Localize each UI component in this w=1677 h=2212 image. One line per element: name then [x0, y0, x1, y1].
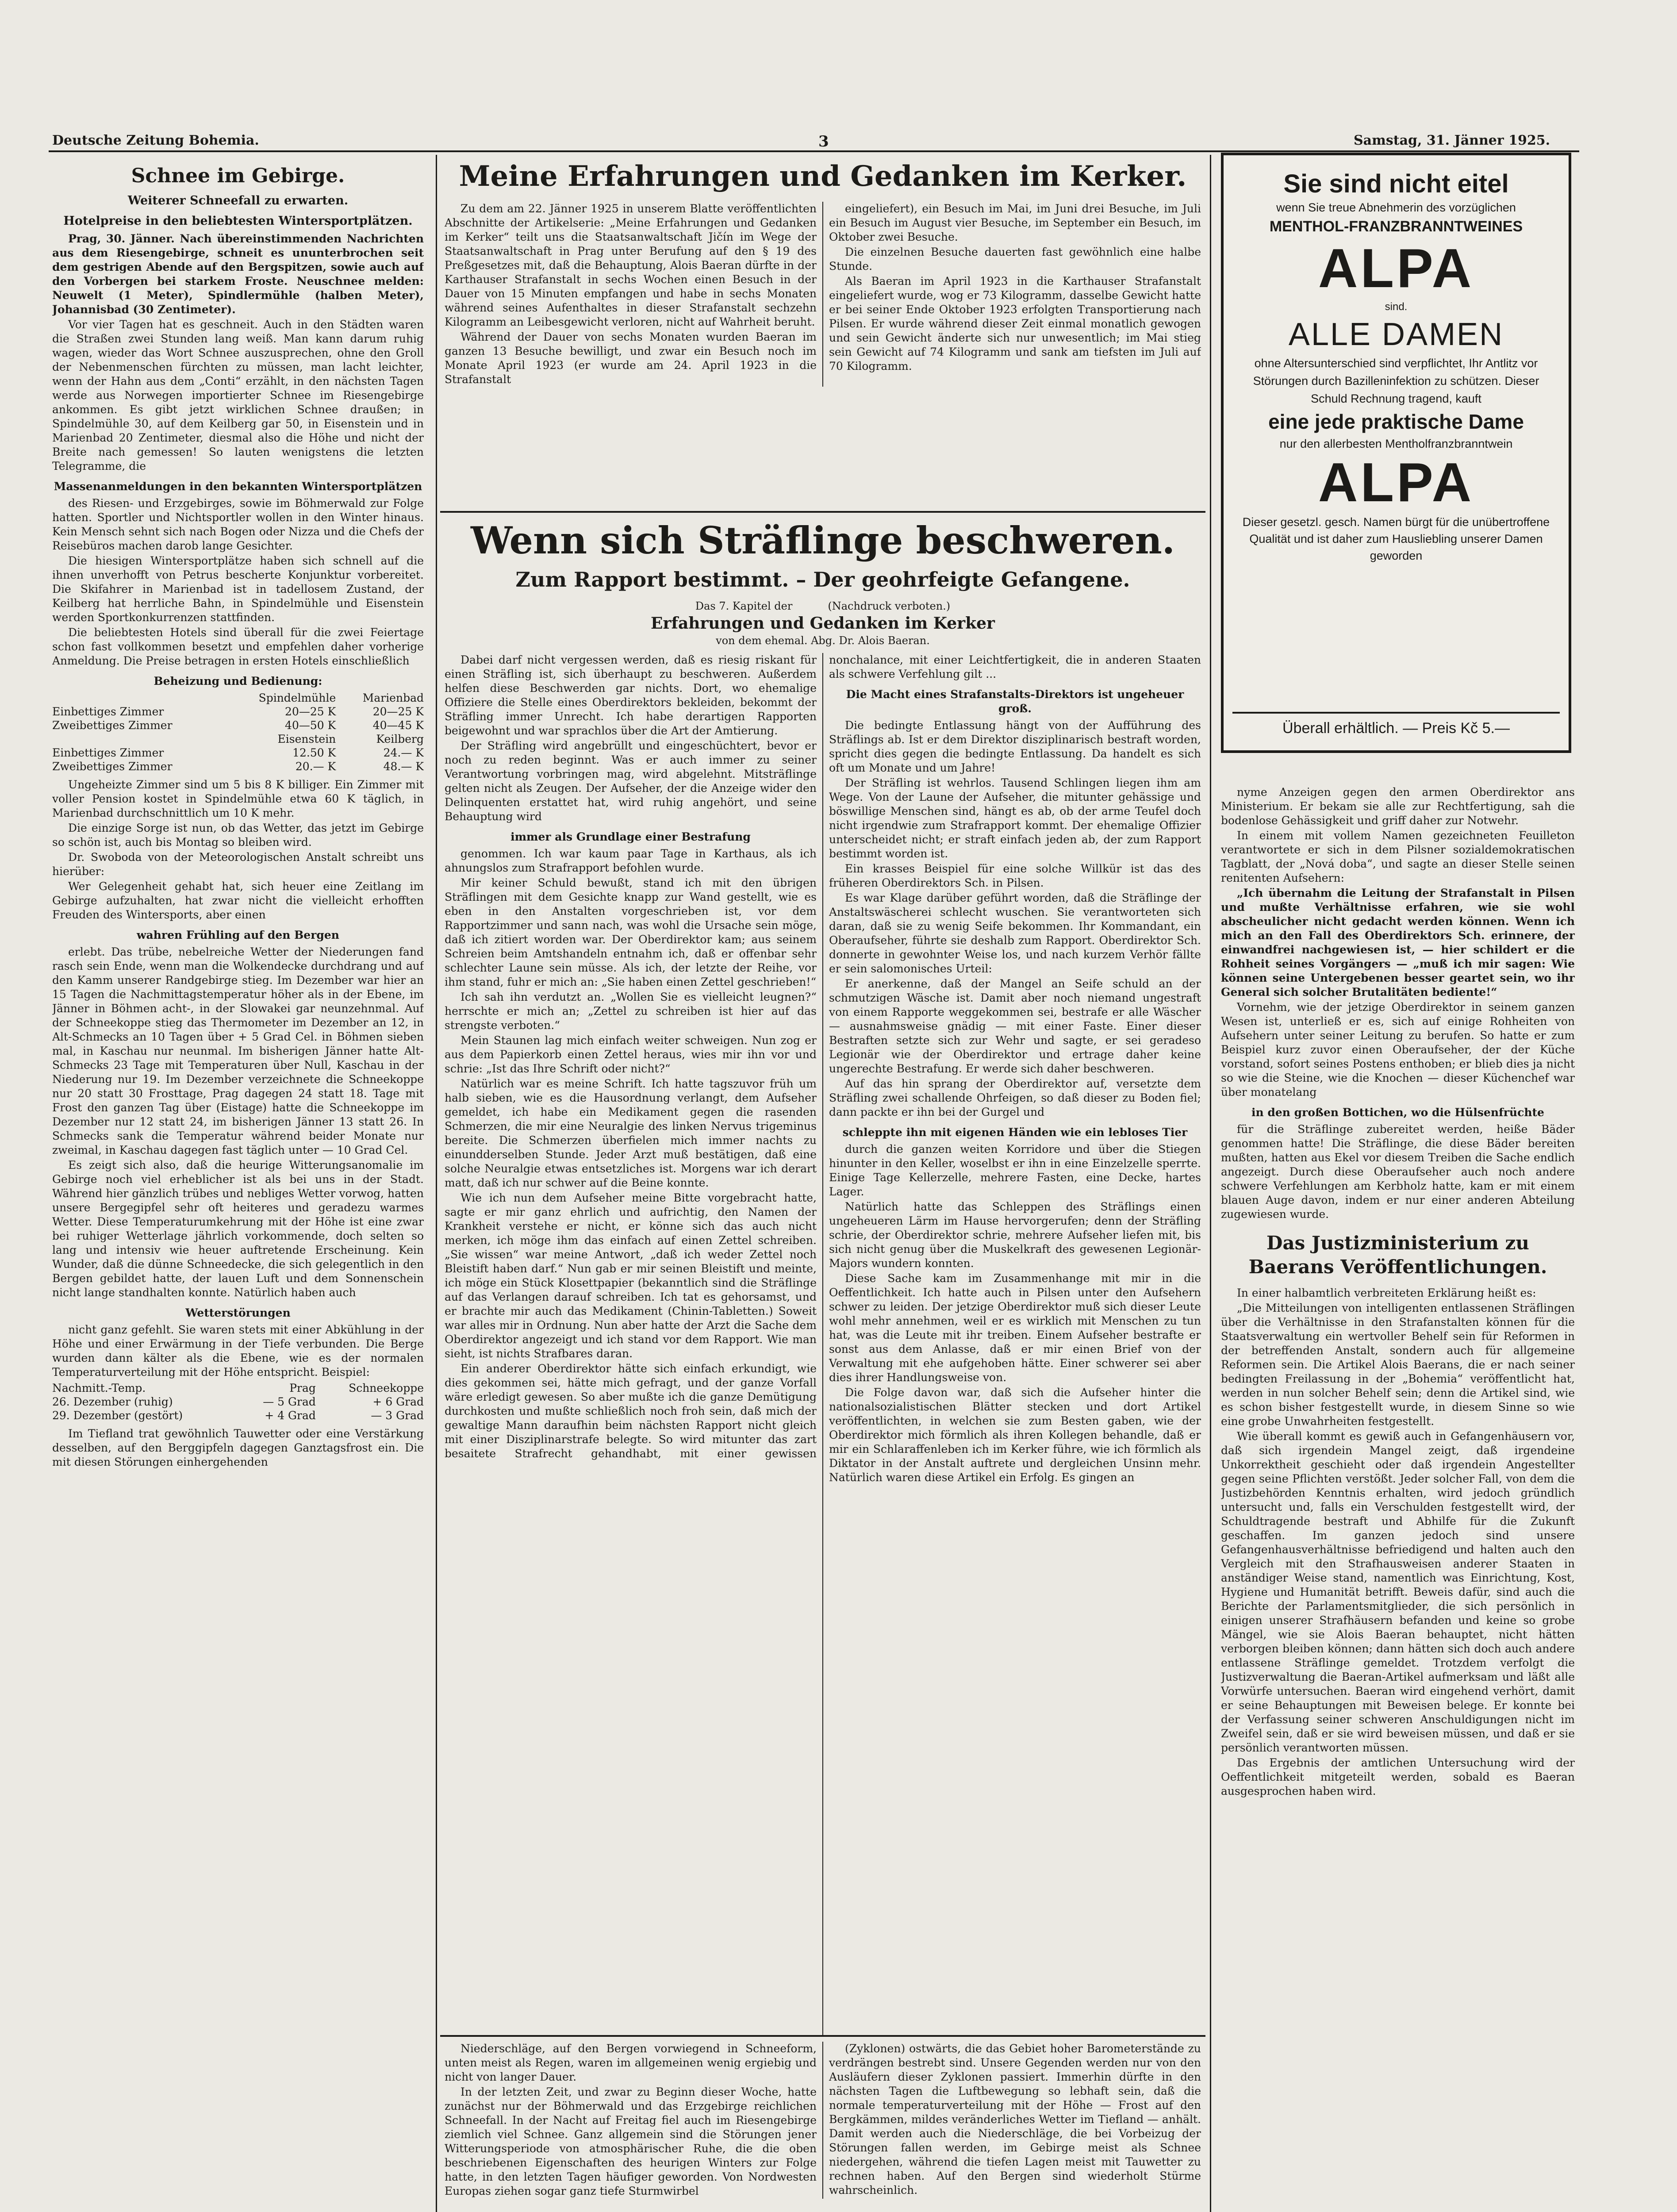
paragraph: Mein Staunen lag mich einfach weiter schweigen. Nun zog er aus dem Papierkorb einen Zettel heraus, wies mir ihn vor und schrie: „Ist das Ihre Schrift oder nicht?“: [445, 1034, 817, 1075]
table-row: Einbettiges Zimmer 20—25 K 20—25 K: [52, 705, 424, 718]
column-1-article: [52, 159, 424, 2212]
paragraph: Dabei darf nicht vergessen werden, daß es riesig riskant für einen Sträfling ist, sich überhaupt zu beschweren. Außerdem helfen diese Beschwerden gar nichts. Dort, wo ehemalige Offiziere die Stelle eines Oberdirektors bekleiden, bekommt der Sträfling immer Unrecht. Ich habe derartigen Rapporten beigewohnt und war sprachlos über die Art der Amtierung.: [445, 653, 817, 737]
alpa-advertisement: [1221, 153, 1571, 753]
paragraph: Das Ergebnis der amtlichen Untersuchung wird der Oeffentlichkeit mitgeteilt werden, sobald es Baeran ausgesprochen haben wird.: [1221, 1756, 1575, 1797]
paragraph: Natürlich hatte das Schleppen des Sträflings einen ungeheueren Lärm im Hause hervorgerufen; denn der Sträfling schrie, der Oberdirektor schrie, mehrere Aufseher liefen mit, bis sich nicht genug über die Muskelkraft des gewesenen Legionär-Majors wundern konnten.: [829, 1200, 1201, 1270]
issue-date: Samstag, 31. Jänner 1925.: [1354, 133, 1550, 148]
paragraph: Ein anderer Oberdirektor hätte sich einfach erkundigt, wie dies gekommen sei, hätte mich gefragt, und der ganze Vorfall wäre erledigt gewesen. So aber mußte ich die ganze Demütigung durchkosten und mußte schließlich noch froh sein, daß mich der gewaltige Mann daraufhin beim nächsten Rapport nicht gleich mit einer Disziplinarstrafe belegte. So wird mitunter das zart besaitete Strafrecht gehandhabt, mit einer gewissen nonchalance, mit einer Leichtfertigkeit, die in anderen Staaten als schwere Verfehlung gilt ...: [445, 653, 1201, 1460]
paragraph: Als Baeran im April 1923 in die Karthauser Strafanstalt eingeliefert wurde, wog er 73 Kilogramm, dasselbe Gewicht hatte er bei seiner Ende Oktober 1923 erfolgten Transportierung nach Pilsen. Er wurde während dieser Zeit einmal monatlich gewogen und sein Gewicht änderte sich nur unwesentlich; im Mai stieg sein Gewicht auf 74 Kilogramm und sank am tiefsten im Juli auf 70 Kilogramm.: [829, 275, 1201, 373]
paragraph: Die bedingte Entlassung hängt von der Aufführung des Sträflings ab. Ist er dem Direktor disziplinarisch bestraft worden, spricht dies gegen die bedingte Entlassung. Da handelt es sich oft um Monate und um Jahre!: [829, 719, 1201, 774]
paragraph: In der letzten Zeit, und zwar zu Beginn dieser Woche, hatte zunächst nur der Böhmerwald und das Erzgebirge reichlichen Schneefall. In der Nacht auf Freitag fiel auch im Riesengebirge ziemlich viel Schnee. Ganz allgemein sind die Störungen jener Witterungsperiode von atmosphärischer Ruhe, die die oben beschriebenen Eigenschaften des heurigen Winters zur Folge hatte, in den letzten Tagen häufiger geworden. Von Nordwesten Europas ziehen sogar ganz tiefe Sturmwirbel: [445, 2085, 817, 2197]
ad-text: wenn Sie treue Abnehmerin des vorzüglichen: [1276, 201, 1516, 214]
ad-brand: ALPA: [1318, 452, 1474, 513]
paragraph: Wer Gelegenheit gehabt hat, sich heuer eine Zeitlang im Gebirge aufzuhalten, hat zwar nicht die vielleicht erhofften Freuden des Wintersports, aber einen: [52, 880, 424, 921]
section-heading: Wetterstörungen: [185, 1306, 291, 1319]
temperature-table: Nachmitt.-Temp. Prag Schneekoppe 26. Dezember (ruhig) — 5 Grad + 6 Grad 29. Dezember (gestört) + 4 Grad — 3 Grad: [52, 1382, 424, 1422]
paragraph: Er anerkenne, daß der Mangel an Seife schuld an der schmutzigen Wäsche ist. Damit aber noch niemand ungestraft von einem Rapporte weggekommen sei, bestrafe er alle Wäscher — ausnahmsweise gnädig — mit einer Faste. Einer dieser Bestraften setzte sich zur Wehr und sagte, er sei geradeso Legionär wie der Oberdirektor und ertrage daher keine ungerechte Bestrafung. Er werde sich daher beschweren.: [829, 977, 1201, 1075]
paragraph: Dr. Swoboda von der Meteorologischen Anstalt schreibt uns hierüber:: [52, 851, 424, 878]
table-header: Spindelmühle: [258, 691, 336, 704]
hotel-price-table: [52, 691, 424, 773]
article-title: Wenn sich Sträflinge beschweren.: [470, 518, 1175, 562]
paragraph: Die einzelnen Besuche dauerten fast gewöhnlich eine halbe Stunde.: [829, 246, 1201, 273]
straeflinge-article: [445, 518, 1201, 2035]
table-row: Einbettiges Zimmer 12.50 K 24.— K: [52, 746, 424, 759]
ad-text: ALLE DAMEN: [1288, 317, 1504, 352]
paragraph: In einer halbamtlich verbreiteten Erklärung heißt es:: [1237, 1286, 1536, 1299]
paragraph: „Die Mitteilungen von intelligenten entlassenen Sträflingen über die Verhältnisse in den Strafanstalten können für die Staatsverwaltung ein wertvoller Behelf sein für Reformen in der betreffenden Anstalt, sondern auch für allgemeine Reformen sein. Die Artikel Alois Baerans, die er nach seiner bedingten Freilassung in der „Bohemia“ veröffentlicht hat, werden in nun solcher Behelf sein; denn die Artikel sind, wie es schon bisher festgestellt wurde, in diesem Sinne so wie eine grobe Unwahrheiten festgestellt.: [1221, 1302, 1575, 1428]
article-subtitle: Zum Rapport bestimmt. – Der geohrfeigte Gefangene.: [515, 568, 1130, 591]
paragraph: Der Sträfling wird angebrüllt und eingeschüchtert, bevor er noch zu reden beginnt. Was er auch immer zu seiner Verantwortung vorbringen mag, wird abgelehnt. Mitsträflinge gelten nicht als Zeugen. Der Aufseher, der die Anzeige wider den Delinquenten erstattet hat, wird ruhig angehört, und seine Behauptung wird: [445, 739, 817, 823]
header-rule: [49, 150, 1579, 152]
paragraph: Die einzige Sorge ist nun, ob das Wetter, das jetzt im Gebirge so schön ist, auch bis Montag so bleiben wird.: [52, 822, 424, 849]
article-title: Meine Erfahrungen und Gedanken im Kerker.: [459, 160, 1187, 193]
paragraph: Ich sah ihn verdutzt an. „Wollen Sie es vielleicht leugnen?“ herrschte er mich an; „Zettel zu schreiben ist hier auf das strengste verboten.“: [445, 991, 817, 1032]
kerker-notice: [445, 159, 1201, 509]
paragraph: Zu dem am 22. Jänner 1925 in unserem Blatte veröffentlichten Abschnitte der Artikelserie: „Meine Erfahrungen und Gedanken im Kerker“ teilt uns die Staatsanwaltschaft Jičín im Wege der Staatsanwaltschaft in Prag unter Berufung auf den § 19 des Preßgesetzes mit, daß die Behauptung, Alois Baeran dürfte in der Karthauser Strafanstalt in sechs Wochen einen Besuch in der Dauer von 15 Minuten empfangen und habe in sechs Monaten während seines Aufenthaltes in dieser Strafanstalt sechzehn Kilogramm an Leibesgewicht verloren, nicht auf Wahrheit beruht.: [445, 202, 817, 328]
article-title: Das Justizministerium zu Baerans Veröffentlichungen.: [1248, 1232, 1547, 1278]
weather-continuation: [445, 2042, 1201, 2212]
paragraph: Wie ich nun dem Aufseher meine Bitte vorgebracht hatte, sagte er mir ganz ehrlich und aufrichtig, den Namen der Krankheit verstehe er nicht, er könne sich das auch nicht merken, ich möge ihm das einfach auf einen Zettel schreiben. „Sie wissen“ war meine Antwort, „daß ich weder Zettel noch Bleistift haben darf.“ Nun gab er mir seinen Bleistift und meinte, ich möge ein Stück Klosettpapier (bekanntlich sind die Sträflinge auf das Verlangen darauf schreiben. Ich tat es gehorsamst, und er brachte mir auch das Medikament (Chinin-Tabletten.) Soweit war alles mir in Ordnung. Nun aber hatte der Arzt die Sache dem Oberdirektor angezeigt und ich stand vor dem Rapport. Wie man sieht, ist nichts Strafbares daran.: [445, 1191, 817, 1360]
paragraph: Die hiesigen Wintersportplätze haben sich schnell auf die ihnen unverhofft von Petrus bescherte Konjunktur vorbereitet. Die Skifahrer in Marienbad ist in tadellosem Zustand, der Keilberg hat herrliche Bahn, in Spindelmühle und Eisenstein werden Sportkonkurrenzen stattfinden.: [52, 554, 424, 624]
section-heading: in den großen Bottichen, wo die Hülsenfrüchte: [1251, 1106, 1544, 1119]
paragraph: Niederschläge, auf den Bergen vorwiegend in Schneeform, unten meist als Regen, waren im allgemeinen wenig ergiebig und nicht von langer Dauer.: [445, 2042, 817, 2083]
paragraph: „Ich übernahm die Leitung der Strafanstalt in Pilsen und mußte Verhältnisse erfahren, wie sie wohl abscheulicher nicht gedacht werden können. Wenn ich mich an den Fall des Oberdirektors Sch. erinnere, der einwandfrei nachgewiesen ist, — hier schildert er die Rohheit seines Vorgängers — „muß ich mir sagen: Wie können seine Untergebenen besser geartet sein, wo ihr General sich solcher Brutalitäten bediente!“: [1221, 887, 1575, 998]
paragraph: Ein krasses Beispiel für eine solche Willkür ist das des früheren Oberdirektors Sch. in Pilsen.: [829, 862, 1201, 889]
section-heading: immer als Grundlage einer Bestrafung: [510, 830, 751, 843]
paragraph: erlebt. Das trübe, nebelreiche Wetter der Niederungen fand rasch sein Ende, wenn man die Wolkendecke durchdrang und auf den Kamm unserer Randgebirge stieg. Im Dezember war hier an 15 Tagen die Nachmittagstemperatur höher als in der Ebene, im Jänner in Böhmen acht-, in der Slowakei gar neunzehnmal. Auf der Schneekoppe stieg das Thermometer im Dezember an 12, in Alt-Schmecks an 10 Tagen über + 5 Grad Cel. in Böhmen sieben mal, in Kaschau nur neunmal. Im bisherigen Jänner hatte Alt-Schmecks 23 Tage mit Temperaturen über Null, Kaschau in der Niederung nur 19. Im Dezember verzeichnete die Schneekoppe nur 20 statt 30 Frosttage, Prag dagegen 24 statt 18. Tage mit Frost den ganzen Tag über (Eistage) hatte die Schneekoppe im Dezember nur 12 statt 24, im bisherigen Jänner 13 statt 26. In Schmecks sank die Temperatur während beider Monate nur zweimal, in Kaschau dagegen fast täglich unter — 10 Grad Cel.: [52, 945, 424, 1156]
ad-text: sind.: [1385, 301, 1408, 313]
section-rule: [440, 2035, 1205, 2037]
table-row: 29. Dezember (gestört) + 4 Grad — 3 Grad: [52, 1409, 424, 1422]
column-rule: [436, 155, 437, 2212]
paragraph: Auf das hin sprang der Oberdirektor auf, versetzte dem Sträfling zwei schallende Ohrfeigen, so daß dieser zu Boden fiel; dann packte er ihn bei der Gurgel und: [829, 1077, 1201, 1118]
article-title: Schnee im Gebirge.: [131, 165, 345, 187]
paragraph: Vor vier Tagen hat es geschneit. Auch in den Städten waren die Straßen zwei Stunden lang weiß. Man kann darum ruhig wagen, wieder das Wort Schnee auszusprechen, ohne den Groll der Nebenmenschen fürchten zu müssen, man lacht leichter, wenn der Hahn aus dem „Conti“ erzählt, in den nächsten Tagen werde aus Norwegen importierter Schnee im Riesengebirge ankommen. Es gibt jetzt wirklichen Schnee draußen; in Spindelmühle 30, auf dem Keilberg gar 50, in Eisenstein und in Marienbad 20 Zentimeter, diesmal also die Höhe und nicht der Breite nach gemessen! So lauten wenigstens die letzten Telegramme, die: [52, 318, 424, 472]
paragraph: genommen. Ich war kaum paar Tage in Karthaus, als ich ahnungslos zum Strafrapport befohlen wurde.: [445, 847, 817, 874]
paragraph: durch die ganzen weiten Korridore und über die Stiegen hinunter in den Keller, woselbst er ihn in eine Einzelzelle sperrte. Einige Tage Kellerzelle, mehrere Fasten, eine Decke, hartes Lager.: [829, 1143, 1201, 1198]
paragraph: Diese Sache kam im Zusammenhange mit mir in die Oeffentlichkeit. Ich hatte auch in Pilsen unter den Aufsehern schwer zu leiden. Der jetzige Oberdirektor muß sich dieser Leute wohl mehr annehmen, weil er es wirklich mit Menschen zu tun hat, was die Leute mit ihr treiben. Einem Aufseher bestrafte er sonst aus dem Anlasse, daß er mir einen Brief von der Verwaltung mit ehe aufgehoben hätte. Einer schwerer sei aber dies ihrer Handlungsweise von.: [829, 1272, 1201, 1384]
table-row: 26. Dezember (ruhig) — 5 Grad + 6 Grad: [52, 1395, 424, 1408]
ad-headline: Sie sind nicht eitel: [1283, 169, 1509, 198]
ad-brand: ALPA: [1318, 238, 1474, 299]
paragraph: Während der Dauer von sechs Monaten wurden Baeran im ganzen 13 Besuche bewilligt, und zwar ein Besuch noch im Monate April 1923 (er wurde am 24. April 1923 in die Strafanstalt: [445, 330, 817, 386]
ad-price: Überall erhältlich. — Preis Kč 5.—: [1232, 712, 1560, 737]
article-lead: Prag, 30. Jänner. Nach übereinstimmenden Nachrichten aus dem Riesengebirge, schneit es ununterbrochen seit dem gestrigen Abende auf den Bergspitzen, sowie auch auf den Vorbergen bei starkem Froste. Neuschnee melden: Neuwelt (1 Meter), Spindlermühle (halben Meter), Johannisbad (30 Zentimeter).: [52, 232, 424, 316]
page-number: 3: [818, 133, 829, 150]
section-heading: Beheizung und Bedienung:: [154, 675, 322, 687]
paragraph: Natürlich war es meine Schrift. Ich hatte tagszuvor früh um halb sieben, wie es die Hausordnung verlangt, dem Aufseher gemeldet, ich habe ein Medikament gegen die rasenden Schmerzen, die mir eine Neuralgie des linken Nervus trigeminus bereite. Die Schmerzen überfielen mich immer nachts zu einundderselben Stunde. Jeder Arzt muß bestätigen, daß eine solche Neuralgie etwas entsetzliches ist. Morgens war ich derart matt, daß ich nur schwer auf die Beine konnte.: [445, 1077, 817, 1189]
paragraph: Die beliebtesten Hotels sind überall für die zwei Feiertage schon fast vollkommen besetzt und empfehlen daher vorherige Anmeldung. Die Preise betragen in ersten Hotels einschließlich: [52, 626, 424, 667]
paragraph: Der Sträfling ist wehrlos. Tausend Schlingen liegen ihm am Wege. Von der Laune der Aufseher, die mitunter gehässige und böswillige Menschen sind, hängt es ab, ob der arme Teufel doch nicht irgendwie zum Strafrapport kommt. Der ehemalige Offizier unterscheidet nicht; er straft einfach jeden ab, der zum Rapport bestimmt worden ist.: [829, 776, 1201, 860]
ad-text: ohne Altersunterschied sind verpflichtet, Ihr Antlitz vor Störungen durch Bazilleninfektion zu schützen. Dieser Schuld Rechnung tragend, kauft: [1253, 357, 1539, 405]
paragraph: Vornehm, wie der jetzige Oberdirektor in seinem ganzen Wesen ist, unterließ er es, sich auf einige Rohheiten von Aufsehern unter seiner Leitung zu berufen. So hatte er zum Beispiel kurz zuvor einen Oberaufseher, der der Küche vorstand, sofort seines Postens enthoben; er blieb dies ja nicht so wie die Steine, wie die Knochen — dieser Küchenchef war über monatelang: [1221, 1001, 1575, 1098]
ad-text: nur den allerbesten Mentholfranzbranntwein: [1279, 437, 1513, 450]
paragraph: nicht ganz gefehlt. Sie waren stets mit einer Abkühlung in der Höhe und einer Erwärmung in der Tiefe verbunden. Die Berge wurden dann kälter als die Ebene, wie es der normalen Temperaturverteilung mit der Höhe entspricht. Beispiel:: [52, 1323, 424, 1379]
table-header: Marienbad: [362, 691, 424, 704]
paragraph: Wie überall kommt es gewiß auch in Gefangenhäusern vor, daß sich irgendein Mangel zeigt, daß irgendeine Unkorrektheit geschieht oder daß irgendein Angestellter gegen seine Pflichten verstößt. Jeder solcher Fall, von dem die Justizbehörden Kenntnis erhalten, wird jedoch gründlich untersucht und, falls ein Verschulden festgestellt wird, der Schuldtragende bestraft und Abhilfe für die Zukunft geschaffen. Im ganzen jedoch sind unsere Gefangenhausverhältnisse befriedigend und halten auch den Vergleich mit den Strafhausweisen anderer Staaten in anständiger Weise stand, namentlich was Einrichtung, Kost, Hygiene und Humanität betrifft. Beweis dafür, sind auch die Berichte der Parlamentsmitglieder, die sich persönlich in einigen unserer Strafhäusern befanden und keine so grobe Mängel, wie sie Alois Baeran behauptet, nicht hätten verborgen bleiben können; dann hätten sich doch auch andere entlassene Sträflinge gemeldet. Trotzdem verfolgt die Justizverwaltung die Baeran-Artikel aufmerksam und läßt alle Vorwürfe untersuchen. Baeran wird eingehend verhört, damit er seine Behauptungen mit Beweisen belege. Er konnte bei der Verfassung seiner schweren Anschuldigungen nicht im Zweifel sein, daß er sie wird beweisen müssen, und daß er sie persönlich verantworten müssen.: [1221, 1430, 1575, 1754]
series-title: Erfahrungen und Gedanken im Kerker: [651, 614, 995, 633]
section-heading: Massenanmeldungen in den bekannten Wintersportplätzen: [54, 480, 422, 493]
paragraph: für die Sträflinge zubereitet werden, heiße Bäder genommen hatte! Die Sträflinge, die diese Bäder bereiten mußten, hatten aus Ekel vor diesem Treiben die Sache endlich angezeigt. Durch diese Oberaufseher auch noch andere schwere Verfehlungen am Kerbholz hatte, kam er mit einem blauen Auge davon, indem er nur einer anderen Abteilung zugewiesen wurde.: [1221, 1123, 1575, 1221]
paragraph: Ungeheizte Zimmer sind um 5 bis 8 K billiger. Ein Zimmer mit voller Pension kostet in Spindelmühle etwa 60 K täglich, in Marienbad durchschnittlich um 10 K mehr.: [52, 778, 424, 819]
article-author: von dem ehemal. Abg. Dr. Alois Baeran.: [716, 634, 930, 647]
ad-text: Dieser gesetzl. gesch. Namen bürgt für die unübertroffene Qualität und ist daher zum Hausliebling unserer Damen geworden: [1242, 515, 1550, 562]
paragraph: In einem mit vollem Namen gezeichneten Feuilleton verantwortete er sich in dem Pilsner sozialdemokratischen Tagblatt, der „Nová doba“, und sagte an dieser Stelle seinen renitenten Aufsehern:: [1221, 829, 1575, 884]
column-rule: [1210, 155, 1211, 2212]
newspaper-name: Deutsche Zeitung Bohemia.: [52, 133, 259, 148]
paragraph: (Zyklonen) ostwärts, die das Gebiet hoher Barometerstände zu verdrängen bestrebt sind. Unsere Gegenden werden nur von den Ausläufern dieser Zyklonen passiert. Immerhin dürfte in den nächsten Tagen die Luftbewegung so lebhaft sein, daß die normale temperaturverteilung mit der Höhe — Frost auf den Bergkämmen, mildes veränderliches Wetter im Tiefland — anhält. Damit werden auch die Niederschläge, die bei Vorbeizug der Störungen fallen werden, im Gebirge meist als Schnee niedergehen, während die tiefen Lagen meist mit Tauwetter zu rechnen haben. Auf den Bergen sind wiederholt Stürme wahrscheinlich.: [829, 2042, 1201, 2197]
article-subtitle: Weiterer Schneefall zu erwarten.: [127, 194, 349, 207]
article-subtitle: Hotelpreise in den beliebtesten Wintersportplätzen.: [63, 214, 413, 228]
copyright-note: (Nachdruck verboten.): [828, 600, 951, 612]
table-header: Keilberg: [376, 733, 424, 745]
paragraph: nyme Anzeigen gegen den armen Oberdirektor ans Ministerium. Er bekam sie alle zur Rechtfertigung, sah die bodenlose Gehässigkeit und griff daher zur Notwehr.: [1221, 786, 1575, 827]
ad-text: eine jede praktische Dame: [1268, 410, 1524, 433]
paragraph: Es war Klage darüber geführt worden, daß die Sträflinge der Anstaltswäscherei schlecht wuschen. Sie verantworteten sich daran, daß sie zu wenig Seife bekommen. Ihr Kommandant, ein Oberaufseher, führte sie deshalb zum Rapport. Oberdirektor Sch. donnerte in gewohnter Weise los, und nach kurzem Verhör fällte er sein salomonisches Urteil:: [829, 891, 1201, 975]
column-4-article: [1221, 785, 1575, 2212]
paragraph: Die Folge davon war, daß sich die Aufseher hinter die nationalsozialistischen Blätter stecken und dort Artikel veröffentlichten, in welchen sie zum Besten gaben, wie der Oberdirektor mich förmlich als ihren Kollegen behandle, daß er mir ein Schlaraffenleben ich im Kerker führe, wie ich förmlich als Diktator in der Anstalt auftrete und dergleichen Unsinn mehr. Natürlich waren diese Artikel ein Erfolg. Es gingen an: [829, 1386, 1201, 1484]
section-heading: Die Macht eines Strafanstalts-Direktors ist ungeheuer groß.: [846, 688, 1184, 715]
table-header: Eisenstein: [277, 733, 336, 745]
table-row: Zweibettiges Zimmer 20.— K 48.— K: [52, 760, 424, 773]
section-heading: schleppte ihn mit eigenen Händen wie ein lebloses Tier: [842, 1126, 1188, 1139]
paragraph: Im Tiefland trat gewöhnlich Tauwetter oder eine Verstärkung desselben, auf den Berggipfeln dagegen Ganztagsfrost ein. Die mit diesen Störungen einhergehenden: [52, 1427, 424, 1468]
paragraph: eingeliefert), ein Besuch im Mai, im Juni drei Besuche, im Juli ein Besuch im August vier Besuche, im September ein Besuch, im Oktober zwei Besuche.: [829, 202, 1201, 243]
chapter-label: Das 7. Kapitel der: [695, 600, 793, 612]
section-rule: [440, 511, 1205, 513]
paragraph: Mir keiner Schuld bewußt, stand ich mit den übrigen Sträflingen mit dem Gesichte knapp zur Wand gestellt, wie es eben in den Anstalten vorgeschrieben ist, vor dem Rapportzimmer und sann nach, was wohl die Ursache sein möge, daß ich zitiert worden war. Der Oberdirektor kam; aus seinem Schreien beim Amtshandeln entnahm ich, daß er offenbar sehr schlechter Laune sein müsse. Als ich, der letzte der Reihe, vor ihm stand, fuhr er mich an: „Sie haben einen Zettel geschrieben!“: [445, 876, 817, 988]
section-heading: wahren Frühling auf den Bergen: [137, 929, 339, 941]
ad-text: MENTHOL-FRANZBRANNTWEINES: [1269, 218, 1523, 235]
paragraph: des Riesen- und Erzgebirges, sowie im Böhmerwald zur Folge hatten. Sportler und Nichtsportler wollen in den Winter hinaus. Kein Mensch sehnt sich nach Bogen oder Nizza und die Chefs der Reisebüros machen darob lange Gesichter.: [52, 497, 424, 552]
paragraph: Es zeigt sich also, daß die heurige Witterungsanomalie im Gebirge noch viel erheblicher ist als bei uns in der Stadt. Während hier gänzlich trübes und nebliges Wetter vorwog, hatten unsere Bergegipfel sehr oft heiteres und geradezu warmes Wetter. Diese Temperaturumkehrung mit der Höhe ist eine zwar bei ruhiger Wetterlage jährlich vorkommende, doch selten so lang und intensiv wie heuer auftretende Erscheinung. Kein Wunder, daß die dünne Schneedecke, die sich gelegentlich in den Bergen gebildet hatte, der lauen Luft und dem Sonnenschein nicht lange standhalten konnte. Natürlich haben auch: [52, 1159, 424, 1299]
table-row: Zweibettiges Zimmer 40—50 K 40—45 K: [52, 719, 424, 732]
